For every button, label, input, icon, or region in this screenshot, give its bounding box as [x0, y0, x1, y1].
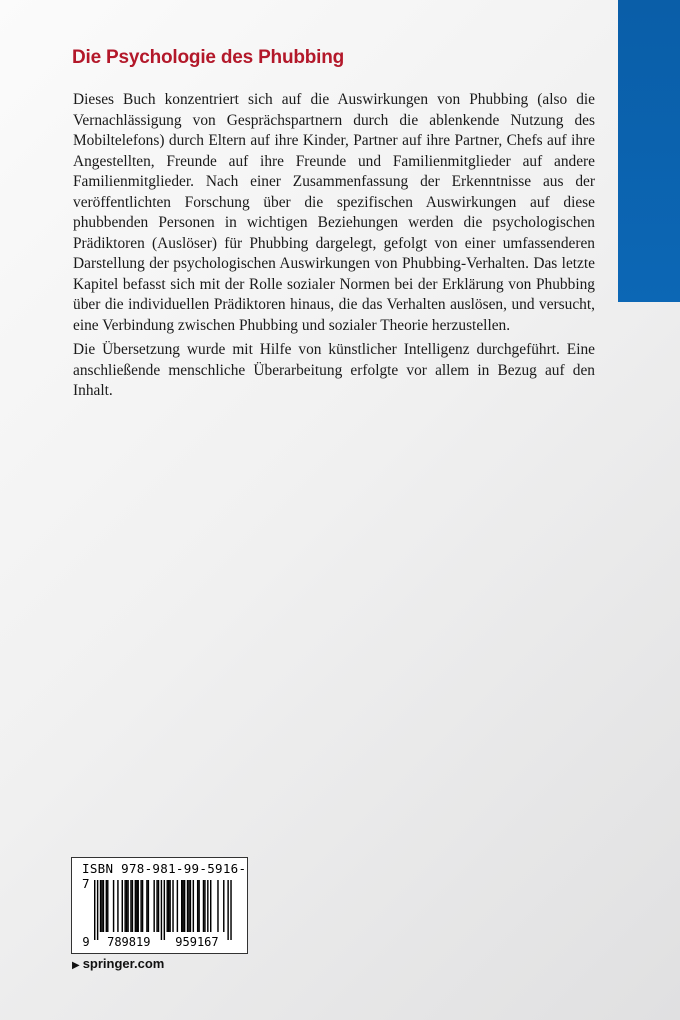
publisher-url: springer.com	[82, 956, 165, 971]
barcode-bar	[181, 880, 182, 932]
barcode-bar	[124, 880, 125, 932]
barcode-bar	[135, 880, 136, 932]
barcode-bar	[146, 880, 147, 932]
barcode-bar	[97, 880, 98, 940]
barcode-bar	[164, 880, 165, 940]
barcode-bar	[204, 880, 205, 932]
barcode-bar	[132, 880, 133, 932]
barcode-bar	[101, 880, 102, 932]
barcode-bar	[136, 880, 137, 932]
barcode-bar	[207, 880, 208, 932]
barcode-bar	[193, 880, 194, 932]
publisher-link[interactable]	[72, 956, 164, 971]
barcode-bar	[210, 880, 211, 932]
blurb-paragraph-1: Dieses Buch konzentriert sich auf die Auswirkungen von Phubbing (also die Vernachlässigung von Gesprächspartnern durch die ablenkende Nutzung des Mobiltelefons) durch Eltern auf ihre Kinder, Partner auf ihre Partner, Chefs auf ihre Angestellten, Freunde auf ihre Freunde und Familienmitglieder auf andere Familienmitglieder. Nach einer Zusammenfassung der Erkenntnisse aus der veröffentlichten Forschung über die spezifischen Auswirkungen auf diese phubbenden Personen in wichtigen Beziehungen werden die psychologischen Prädiktoren (Auslöser) für Phubbing dargelegt, gefolgt von einer umfassenderen Darstellung der psychologischen Auswirkungen von Phubbing-Verhalten. Das letzte Kapitel befasst sich mit der Rolle sozialer Normen bei der Erklärung von Phubbing über die individuellen Prädiktoren hinaus, die das Verhalten auslösen, und versucht, eine Verbindung zwischen Phubbing und sozialer Theorie herzustellen.	[73, 91, 595, 334]
barcode-bar	[148, 880, 149, 932]
barcode-bar	[117, 880, 118, 932]
barcode-bar	[94, 880, 95, 940]
barcode-digits: 959167	[175, 935, 219, 948]
barcode-bar	[187, 880, 188, 932]
barcode-bar	[140, 880, 141, 932]
barcode-bar	[198, 880, 199, 932]
barcode-bar	[230, 880, 231, 940]
barcode-bar	[161, 880, 162, 940]
barcode-bar	[153, 880, 154, 932]
barcode-digits: 9	[82, 935, 90, 948]
blue-accent-band	[618, 0, 680, 302]
barcode-bar	[130, 880, 131, 932]
barcode-bar	[177, 880, 178, 932]
barcode-bar	[126, 880, 127, 932]
barcode-bar	[156, 880, 157, 932]
barcode-bar	[190, 880, 191, 932]
triangle-right-icon: ▶	[72, 960, 80, 971]
barcode-bar	[113, 880, 114, 932]
book-title: Die Psychologie des Phubbing	[72, 47, 345, 68]
barcode-bar	[122, 880, 123, 932]
blurb-paragraph-2: Die Übersetzung wurde mit Hilfe von künstlicher Intelligenz durchgeführt. Eine anschließende menschliche Überarbeitung erfolgte vor allem in Bezug auf den Inhalt.	[73, 341, 595, 399]
barcode-bar	[227, 880, 228, 940]
barcode-bar	[169, 880, 170, 932]
barcode-bar	[203, 880, 204, 932]
barcode-bar	[184, 880, 185, 932]
barcode-bar	[182, 880, 183, 932]
barcode-bar	[172, 880, 173, 932]
barcode-bar	[188, 880, 189, 932]
barcode-bar	[107, 880, 108, 932]
barcode-digits: 789819	[107, 935, 151, 948]
barcode-bar	[167, 880, 168, 932]
barcode-bar	[197, 880, 198, 932]
barcode-bar	[223, 880, 224, 932]
barcode-bar	[158, 880, 159, 932]
barcode-bar	[100, 880, 101, 932]
isbn-label: ISBN 978-981-99-5916-7	[82, 861, 247, 891]
barcode-bar	[217, 880, 218, 932]
barcode-bar	[142, 880, 143, 932]
isbn-barcode-box	[71, 857, 248, 954]
barcode-bar	[168, 880, 169, 932]
barcode-bar	[138, 880, 139, 932]
barcode-bar	[127, 880, 128, 932]
barcode-bar	[106, 880, 107, 932]
barcode-graphic	[82, 880, 239, 948]
barcode-bar	[103, 880, 104, 932]
